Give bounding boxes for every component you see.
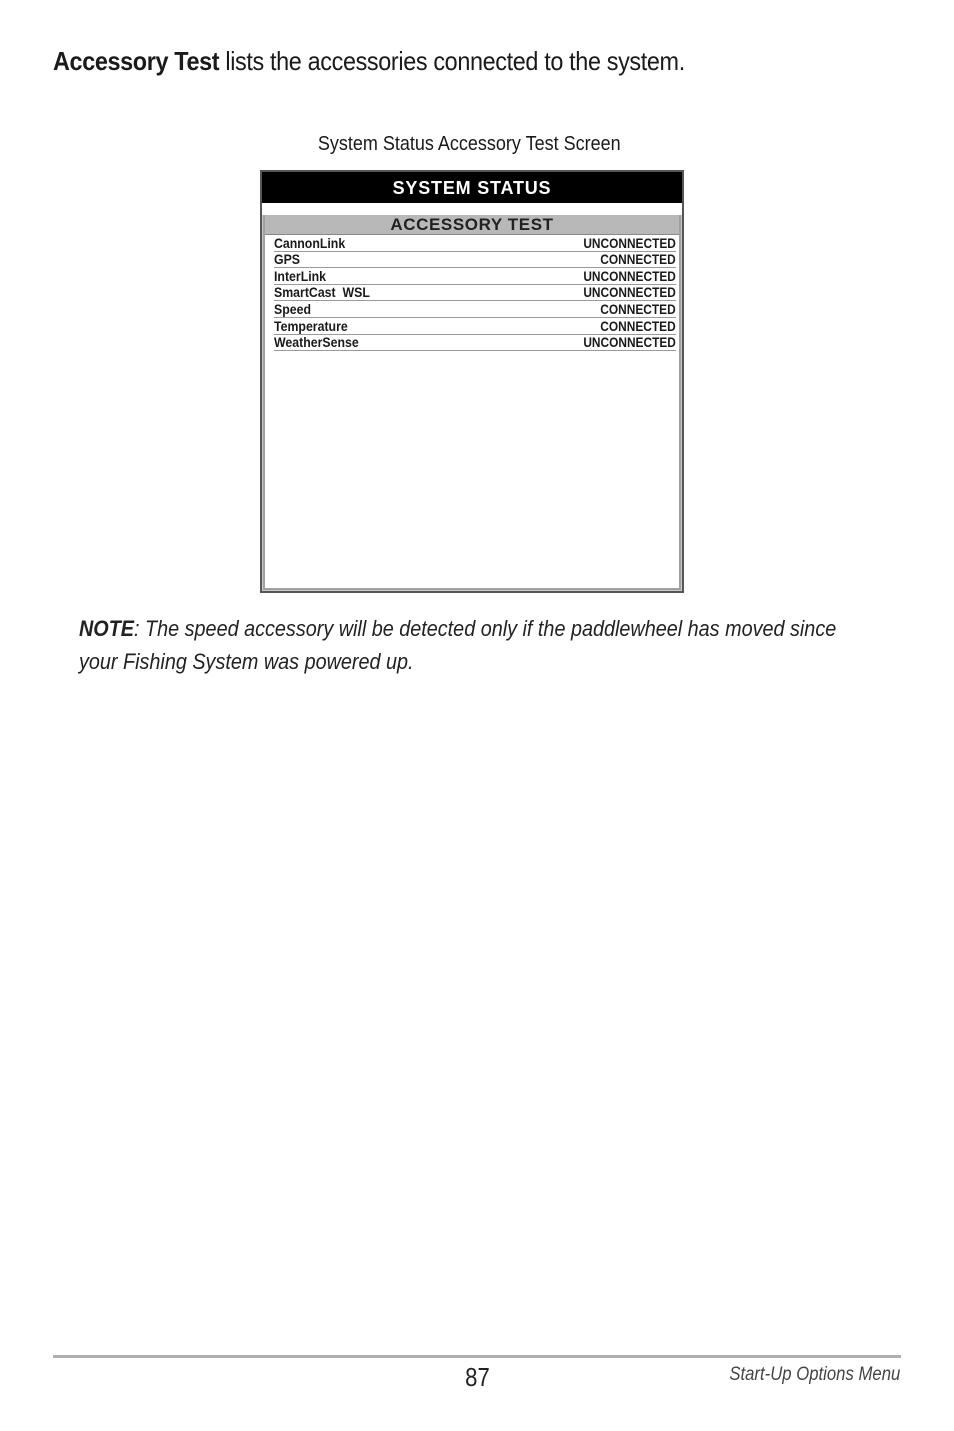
accessory-name: WeatherSense (274, 334, 359, 351)
accessory-test-title: ACCESSORY TEST (265, 215, 679, 235)
header-gap (262, 203, 682, 215)
section-name: Start-Up Options Menu (729, 1364, 900, 1385)
footer-divider (53, 1355, 901, 1358)
note-label: NOTE (79, 616, 135, 641)
accessory-name: SmartCast WSL (274, 284, 370, 301)
accessory-name: GPS (274, 251, 301, 268)
accessory-name: Temperature (274, 317, 348, 334)
note-paragraph (79, 612, 844, 678)
figure-caption-text: System Status Accessory Test Screen (317, 133, 621, 155)
accessory-status: UNCONNECTED (583, 334, 676, 351)
list-item (274, 268, 676, 285)
list-item (274, 235, 676, 252)
accessory-name: InterLink (274, 267, 327, 284)
accessory-status: UNCONNECTED (583, 267, 676, 284)
intro-text: lists the accessories connected to the system. (219, 46, 685, 76)
accessory-name: Speed (274, 300, 311, 317)
page-number-text: 87 (464, 1362, 490, 1392)
system-status-header: SYSTEM STATUS (262, 172, 682, 203)
note-colon: : (134, 616, 140, 641)
figure-caption (0, 133, 954, 156)
accessory-status: UNCONNECTED (583, 234, 676, 251)
accessory-list (265, 235, 679, 351)
accessory-status: CONNECTED (600, 251, 676, 268)
intro-term: Accessory Test (53, 46, 220, 76)
accessory-status: UNCONNECTED (583, 284, 676, 301)
accessory-test-panel (263, 215, 681, 590)
list-item (274, 335, 676, 352)
note-text: The speed accessory will be detected only if the paddlewheel has moved since your Fishing System was powered up. (79, 616, 837, 674)
list-item (274, 285, 676, 302)
list-item (274, 318, 676, 335)
intro-paragraph (53, 46, 827, 77)
list-item (274, 301, 676, 318)
accessory-name: CannonLink (274, 234, 346, 251)
accessory-status: CONNECTED (600, 317, 676, 334)
accessory-test-screen (260, 170, 684, 593)
list-item (274, 252, 676, 269)
accessory-status: CONNECTED (600, 300, 676, 317)
